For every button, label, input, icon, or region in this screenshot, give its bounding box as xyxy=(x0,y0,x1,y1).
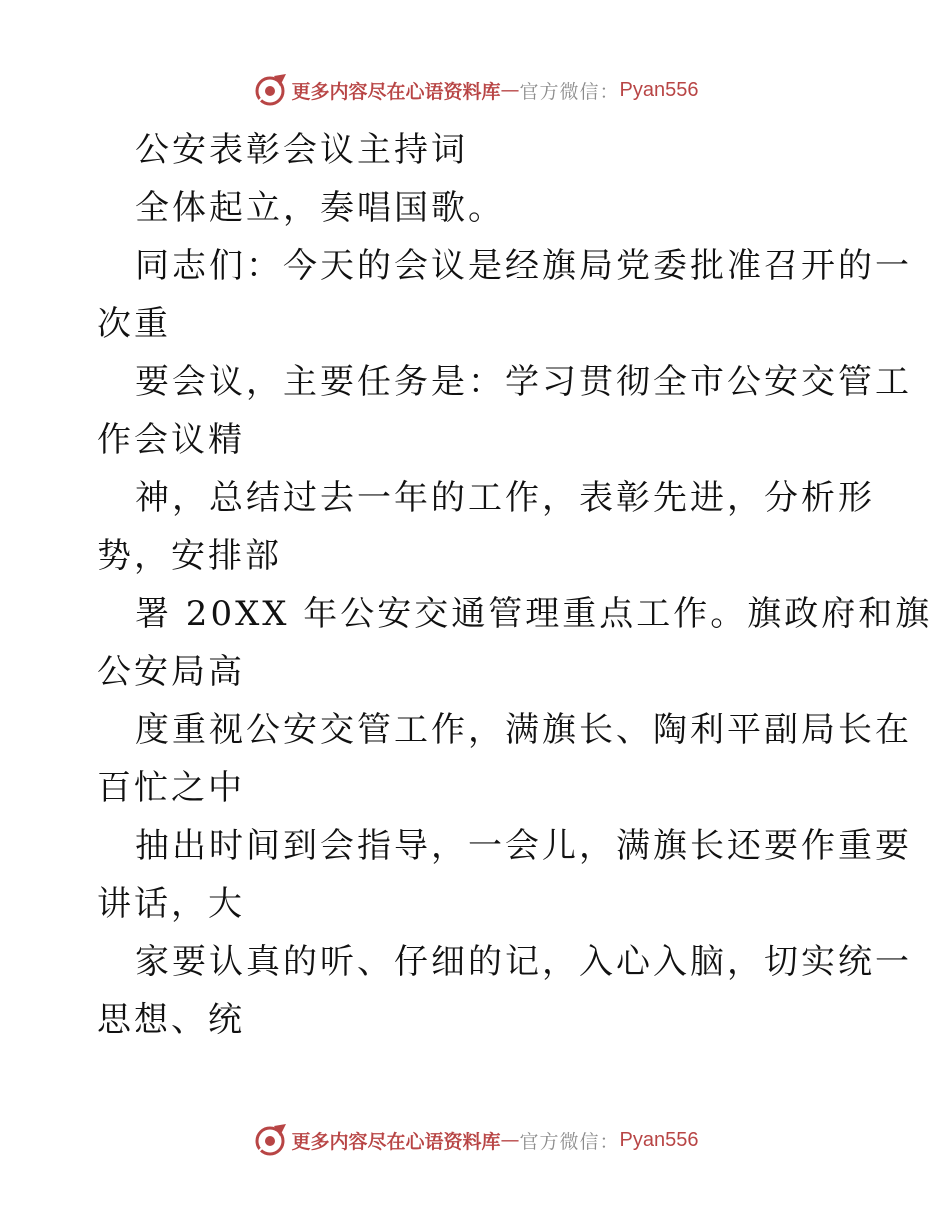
site-text: 更多内容尽在心语资料库 xyxy=(291,80,501,103)
pen-nib-circle-icon xyxy=(252,1122,288,1158)
document-line: 同志们：今天的会议是经旗局党委批准召开的一 xyxy=(135,246,912,286)
document-line: 次重 xyxy=(97,304,171,344)
document-line: 抽出时间到会指导，一会儿，满旗长还要作重要 xyxy=(135,826,912,866)
document-line: 家要认真的听、仔细的记，入心入脑，切实统一 xyxy=(135,942,912,982)
pen-nib-circle-icon xyxy=(252,72,288,108)
footer-watermark-banner xyxy=(0,1120,950,1160)
header-watermark-banner xyxy=(0,70,950,110)
wechat-label: 官方微信： xyxy=(519,1130,620,1153)
wechat-id: Pyan556 xyxy=(619,1128,699,1151)
document-line: 作会议精 xyxy=(97,420,245,460)
document-line: 百忙之中 xyxy=(97,768,245,808)
document-body xyxy=(97,121,933,1049)
banner-dash: — xyxy=(500,1129,520,1151)
site-text: 更多内容尽在心语资料库 xyxy=(291,1130,501,1153)
document-line: 公安局高 xyxy=(97,652,245,692)
wechat-label: 官方微信： xyxy=(519,80,620,103)
document-line: 势，安排部 xyxy=(97,536,282,576)
banner-dash: — xyxy=(500,79,520,101)
document-line: 讲话，大 xyxy=(97,884,245,924)
document-line: 署 20XX 年公安交通管理重点工作。旗政府和旗 xyxy=(135,594,933,634)
wechat-id: Pyan556 xyxy=(619,78,699,101)
document-line: 思想、统 xyxy=(97,1000,245,1040)
document-line: 公安表彰会议主持词 xyxy=(135,130,468,170)
document-line: 全体起立，奏唱国歌。 xyxy=(135,188,505,228)
document-line: 神，总结过去一年的工作，表彰先进，分析形 xyxy=(135,478,875,518)
document-line: 要会议，主要任务是：学习贯彻全市公安交管工 xyxy=(135,362,912,402)
document-line: 度重视公安交管工作，满旗长、陶利平副局长在 xyxy=(135,710,912,750)
